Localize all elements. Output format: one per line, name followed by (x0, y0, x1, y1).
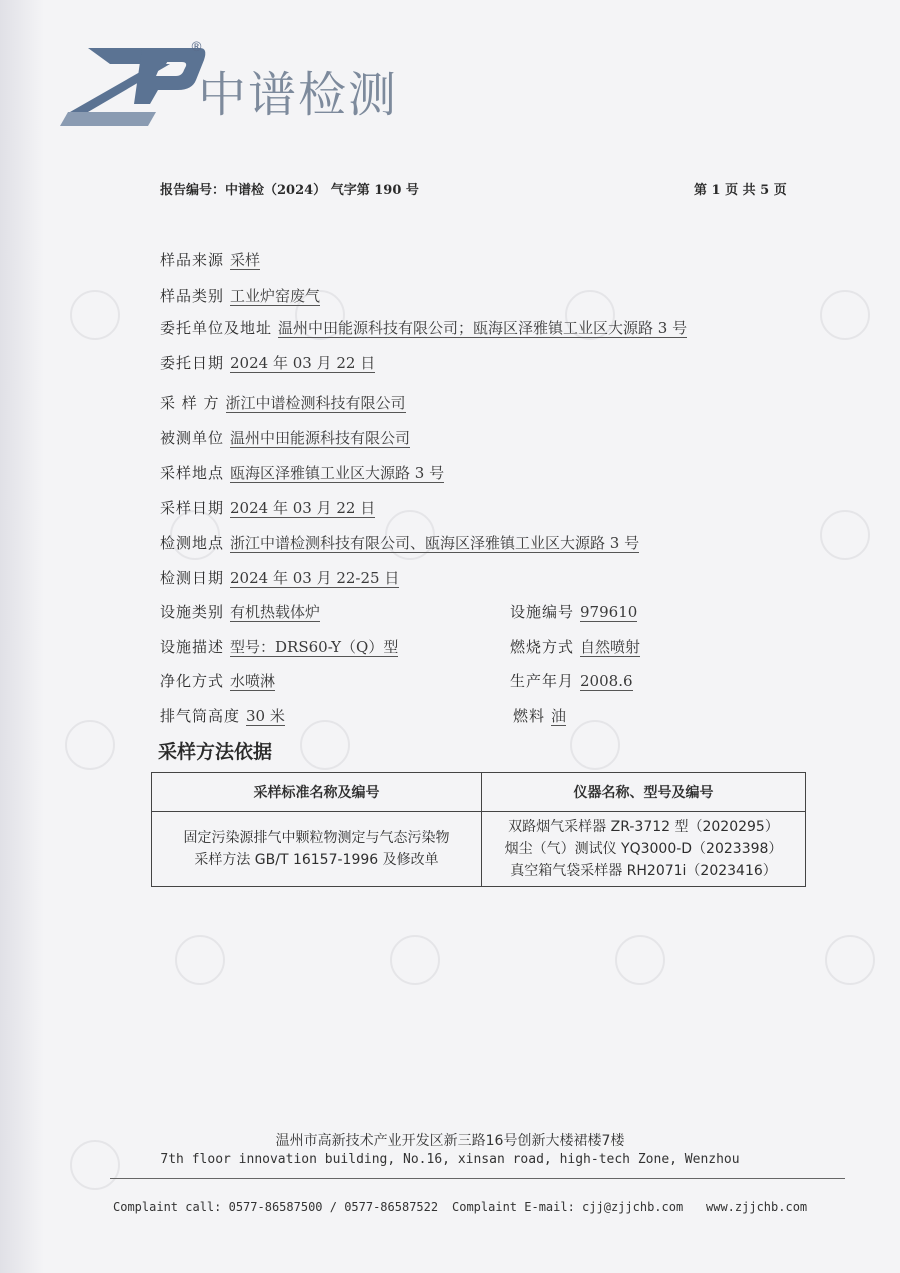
field-value: 30 米 (246, 707, 285, 725)
website-link[interactable]: www.zjjchb.com (706, 1200, 808, 1214)
field-label: 燃烧方式 (510, 638, 575, 656)
field-value: 有机热载体炉 (230, 603, 321, 621)
field-value: 水喷淋 (230, 672, 276, 690)
table-row (152, 812, 806, 887)
production-date-row (510, 670, 633, 691)
test-site-row (160, 532, 639, 553)
footer-divider (110, 1178, 845, 1179)
field-value: 采样 (230, 251, 261, 269)
table-header-row (152, 773, 806, 812)
field-label: 采 样 方 (160, 394, 220, 412)
sample-category-row (160, 285, 320, 306)
test-date-row (160, 567, 399, 588)
field-label: 检测日期 (160, 569, 225, 587)
zp-logo-icon (58, 40, 208, 132)
watermark-icon (570, 720, 620, 770)
sample-source-row (160, 249, 260, 270)
footer-address-cn: 温州市高新技术产业开发区新三路16号创新大楼裙楼7楼 (275, 1133, 625, 1149)
table-header: 采样标准名称及编号 (152, 773, 482, 812)
field-value: 型号：DRS60-Y（Q）型 (230, 638, 399, 656)
field-value: 2024 年 03 月 22 日 (230, 499, 376, 517)
table-header: 仪器名称、型号及编号 (482, 773, 806, 812)
facility-desc-row (160, 636, 398, 657)
watermark-icon (615, 935, 665, 985)
field-value: 浙江中谱检测科技有限公司、瓯海区泽雅镇工业区大源路 3 号 (230, 534, 640, 552)
field-value: 979610 (580, 603, 638, 621)
page-edge-shadow (0, 0, 44, 1273)
complaint-call: Complaint call: 0577-86587500 / 0577-86587522 (113, 1200, 439, 1214)
instrument-line: 双路烟气采样器 ZR-3712 型（2020295） (508, 819, 779, 835)
field-label: 设施类别 (160, 603, 225, 621)
facility-no-row (510, 601, 637, 622)
brand-name: 中谱检测 (198, 67, 399, 123)
watermark-icon (390, 935, 440, 985)
field-label: 设施编号 (510, 603, 575, 621)
fuel-row (513, 705, 566, 726)
field-label: 样品来源 (160, 251, 225, 269)
standard-cell (152, 812, 482, 887)
report-number: 报告编号：中谱检（2024） 气字第 190 号 (160, 183, 419, 198)
field-label: 净化方式 (160, 672, 225, 690)
commission-date-row (160, 352, 375, 373)
standard-line: 固定污染源排气中颗粒物测定与气态污染物 (183, 830, 450, 846)
field-label: 采样地点 (160, 464, 225, 482)
registered-mark-icon: ® (190, 40, 203, 55)
instrument-line: 烟尘（气）测试仪 YQ3000-D（2023398） (504, 841, 783, 857)
tested-unit-row (160, 427, 410, 448)
watermark-icon (820, 510, 870, 560)
field-label: 检测地点 (160, 534, 225, 552)
field-value: 温州中田能源科技有限公司；瓯海区泽雅镇工业区大源路 3 号 (278, 319, 688, 337)
field-value: 油 (551, 707, 567, 725)
footer-address-en: 7th floor innovation building, No.16, xinsan road, high-tech Zone, Wenzhou (160, 1152, 740, 1167)
field-label: 被测单位 (160, 429, 225, 447)
watermark-icon (175, 935, 225, 985)
instrument-cell (482, 812, 806, 887)
client-row (160, 317, 687, 338)
field-value: 2024 年 03 月 22 日 (230, 354, 376, 372)
standard-line: 采样方法 GB/T 16157-1996 及修改单 (194, 852, 439, 868)
sampling-date-row (160, 497, 375, 518)
field-value: 浙江中谱检测科技有限公司 (225, 394, 406, 412)
field-value: 2024 年 03 月 22-25 日 (230, 569, 400, 587)
watermark-icon (65, 720, 115, 770)
field-label: 委托日期 (160, 354, 225, 372)
field-label: 设施描述 (160, 638, 225, 656)
field-value: 温州中田能源科技有限公司 (230, 429, 411, 447)
facility-type-row (160, 601, 320, 622)
field-label: 委托单位及地址 (160, 319, 273, 337)
field-label: 生产年月 (510, 672, 575, 690)
method-section-title: 采样方法依据 (158, 741, 273, 763)
field-label: 排气筒高度 (160, 707, 241, 725)
watermark-icon (70, 290, 120, 340)
page-info: 第 1 页 共 5 页 (694, 183, 787, 198)
sampler-row (160, 392, 406, 413)
field-value: 工业炉窑废气 (230, 287, 321, 305)
field-value: 2008.6 (580, 672, 633, 690)
watermark-icon (825, 935, 875, 985)
purification-row (160, 670, 275, 691)
watermark-icon (820, 290, 870, 340)
method-table (151, 772, 806, 887)
field-value: 自然喷射 (580, 638, 641, 656)
sampling-site-row (160, 462, 444, 483)
complaint-email[interactable]: Complaint E-mail: cjj@zjjchb.com (452, 1200, 684, 1214)
instrument-line: 真空箱气袋采样器 RH2071i（2023416） (510, 863, 777, 879)
stack-height-row (160, 705, 285, 726)
combustion-row (510, 636, 640, 657)
field-label: 样品类别 (160, 287, 225, 305)
field-label: 燃料 (513, 707, 546, 725)
watermark-icon (300, 720, 350, 770)
field-label: 采样日期 (160, 499, 225, 517)
field-value: 瓯海区泽雅镇工业区大源路 3 号 (230, 464, 445, 482)
